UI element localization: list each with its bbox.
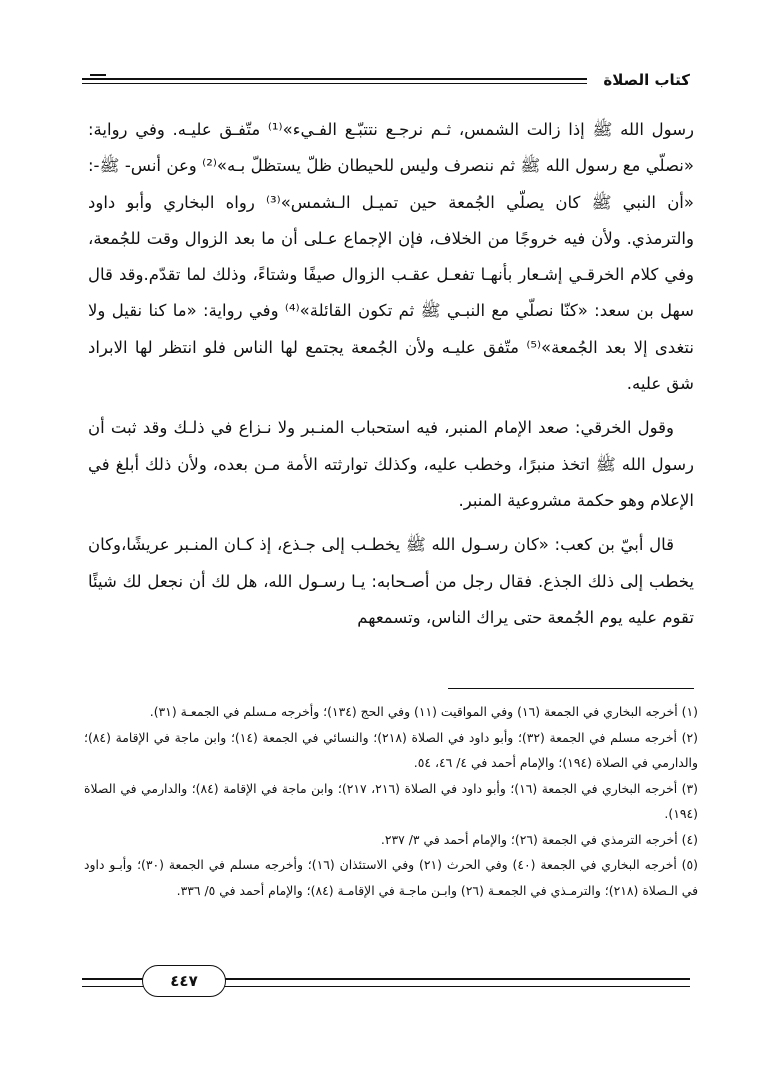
page-header <box>82 68 690 96</box>
header-rule-thin <box>82 83 587 84</box>
footnote-3: (٣) أخرجه البخاري في الجمعة (١٦)؛ وأبو داود في الصلاة (٢١٦، ٢١٧)؛ وابن ماجة في الإقامة (٨٤)؛ والدارمي في الصلاة (١٩٤). <box>84 780 699 821</box>
paragraph: قال أبيّ بن كعب: «كان رسـول الله ﷺ يخطـب إلى جـذع، إذ كـان المنـبر عريشًا،وكان يخطب إلى ذلك الجذع. فقال رجل من أصـحابه: يـا رسـول الله، هل لك أن نجعل لك شيئًا تقوم عليه يوم الجُمعة حتى يراك الناس، وتسمعهم <box>88 535 694 627</box>
footnote-2: (٢) أخرجه مسلم في الجمعة (٣٢)؛ وأبو داود في الصلاة (٢١٨)؛ والنسائي في الجمعة (١٤)؛ وابن ماجة في الإقامة (٨٤)؛ والدارمي في الصلاة (١٩٤)؛ والإمام أحمد في ٤/ ٤٦، ٥٤. <box>84 729 698 770</box>
main-text <box>88 112 694 636</box>
paragraph: رسول الله ﷺ إذا زالت الشمس، ثـم نرجـع نتتبّـع الفـيء»⁽¹⁾ متّفـق عليـه. وفي رواية: «نصلّي مع رسول الله ﷺ ثم ننصرف وليس للحيطان ظلّ يستظلّ بـه»⁽²⁾ وعن أنس- ﷺ-: «أن النبي ﷺ كان يصلّي الجُمعة حين تميـل الـشمس»⁽³⁾ رواه البخاري وأبو داود والترمذي. ولأن فيه خروجًا من الخلاف، فإن الإجماع عـلى أن ما بعد الزوال وقت للجُمعة، وفي كلام الخرقـي إشـعار بأنهـا تفعـل عقـب الزوال صيفًا وشتاءً، وذلك لما تقدّم.وقد قال سهل بن سعد: «كنّا نصلّي مع النبـي ﷺ ثم تكون القائلة»⁽⁴⁾ وفي رواية: «ما كنا نقيل ولا نتغدى إلا بعد الجُمعة»⁽⁵⁾ متّفق عليـه ولأن الجُمعة يجتمع لها الناس فلو انتظر لها الابراد شق عليه. <box>88 120 694 394</box>
page-number: ٤٤٧ <box>142 965 226 997</box>
footnote-5: (٥) أخرجه البخاري في الجمعة (٤٠) وفي الحرث (٢١) وفي الاستئذان (١٦)؛ وأخرجه مسلم في الجمعة (٣٠)؛ وأبـو داود في الـصلاة (٢١٨)؛ والترمـذي في الجمعـة (٢٦) وابـن ماجـة في الإقامـة (٨٤)؛ والإمام أحمد في ٥/ ٣٣٦. <box>84 857 699 898</box>
chapter-title: كتاب الصلاة <box>603 71 690 89</box>
footnote-separator <box>448 688 694 689</box>
footnote-4: (٤) أخرجه الترمذي في الجمعة (٢٦)؛ والإمام أحمد في ٣/ ٢٣٧. <box>380 831 698 847</box>
paragraph: وقول الخرقي: صعد الإمام المنبر، فيه استحباب المنـبر ولا نـزاع في ذلـك وقد ثبت أن رسول الله ﷺ اتخذ منبرًا، وخطب عليه، وكذلك توارثته الأمة مـن بعده، ولأن ذلك أبلغ في الإعلام وهو حكمة مشروعية المنبر. <box>88 418 694 510</box>
footnote-1: (١) أخرجه البخاري في الجمعة (١٦) وفي المواقيت (١١) وفي الحج (١٣٤)؛ وأخرجه مـسلم في الجمعـة (٣١). <box>149 704 698 719</box>
header-dash <box>90 74 106 76</box>
footnotes <box>84 699 698 903</box>
header-rule <box>82 78 587 80</box>
